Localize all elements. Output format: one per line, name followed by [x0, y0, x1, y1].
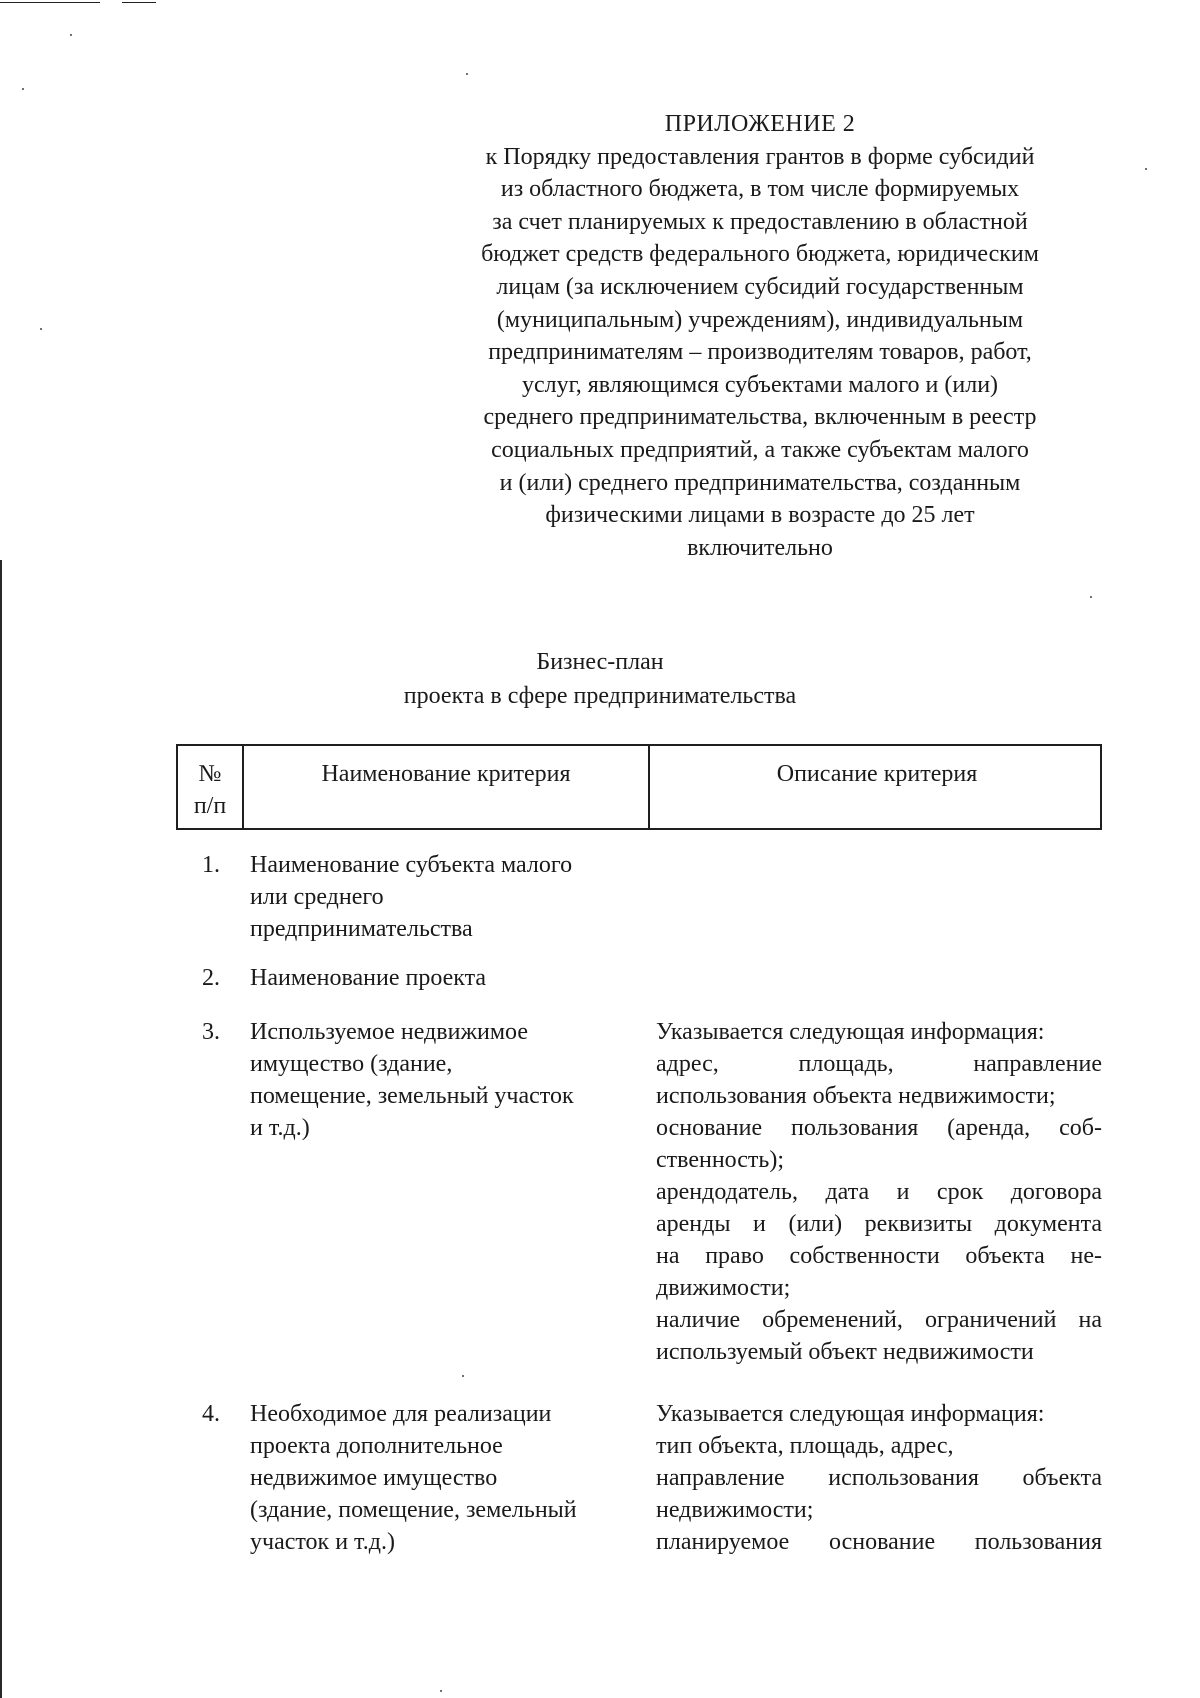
row-criterion-name: [240, 1398, 646, 1558]
appendix-text-line: (муниципальным) учреждениям), индивидуальным: [496, 306, 1024, 333]
row-name-line: Наименование субъекта малого: [250, 852, 573, 878]
row-criterion-description: [646, 962, 1102, 994]
row-name-line: проекта дополнительное: [250, 1433, 503, 1459]
row-desc-line: направление использования объекта: [656, 1465, 1102, 1491]
scan-speck: [22, 88, 24, 90]
row-desc-line: основание пользования (аренда, соб-: [656, 1115, 1102, 1141]
appendix-text-line: из областного бюджета, в том числе формируемых: [500, 176, 1020, 203]
row-name-line: Используемое недвижимое: [250, 1019, 529, 1045]
header-number-cell: [178, 746, 242, 828]
table-row: [176, 849, 1102, 945]
header-criterion-name: Наименование критерия: [242, 746, 648, 828]
row-criterion-name: [240, 1016, 646, 1368]
row-desc-line: недвижимости;: [656, 1497, 814, 1523]
document-title-line2: проекта в сфере предпринимательства: [403, 683, 797, 709]
criteria-table: [176, 744, 1102, 1555]
row-desc-line: планируемое основание пользования: [656, 1529, 1102, 1555]
scan-speck: [1145, 168, 1147, 170]
row-criterion-name: [240, 962, 646, 994]
table-header: [176, 744, 1102, 830]
row-name-line: недвижимое имущество: [250, 1465, 498, 1491]
row-desc-line: адрес, площадь, направление: [656, 1051, 1102, 1077]
appendix-text-line: физическими лицами в возрасте до 25 лет: [545, 502, 975, 529]
appendix-text-line: и (или) среднего предпринимательства, созданным: [499, 469, 1021, 496]
table-row: [176, 1398, 1102, 1558]
scan-speck: [40, 328, 42, 330]
document-title-line1: Бизнес-план: [536, 649, 664, 675]
row-number: 3.: [202, 1019, 220, 1045]
header-criterion-description: Описание критерия: [648, 746, 1104, 828]
scan-speck: [440, 1690, 442, 1692]
row-desc-line: использования объекта недвижимости;: [656, 1083, 1056, 1109]
scan-speck: [70, 34, 72, 36]
row-name-line: предпринимательства: [250, 916, 473, 942]
appendix-text-line: социальных предприятий, а также субъектам малого: [491, 436, 1029, 463]
row-desc-line: арендодатель, дата и срок договора: [656, 1179, 1102, 1205]
row-desc-line: ственность);: [656, 1147, 785, 1173]
row-number: 1.: [202, 852, 220, 878]
row-criterion-description: [646, 1398, 1102, 1558]
row-number: 2.: [202, 965, 220, 991]
table-row: [176, 1016, 1102, 1368]
appendix-text-line: среднего предпринимательства, включенным в реестр: [483, 404, 1037, 431]
appendix-title: ПРИЛОЖЕНИЕ 2: [664, 111, 856, 137]
row-criterion-description: [646, 849, 1102, 945]
table-row: [176, 962, 1102, 994]
row-criterion-name: [240, 849, 646, 945]
appendix-header: [430, 108, 1090, 564]
scan-speck: [462, 1375, 464, 1377]
document-title: [300, 645, 900, 713]
row-name-line: помещение, земельный участок: [250, 1083, 574, 1109]
scan-page-edge: [0, 560, 2, 1698]
appendix-text-line: включительно: [687, 534, 833, 561]
scan-speck: [1090, 596, 1092, 598]
row-desc-line: Указывается следующая информация:: [656, 1401, 1045, 1427]
appendix-text-line: лицам (за исключением субсидий государственным: [496, 273, 1024, 300]
row-desc-line: Указывается следующая информация:: [656, 1019, 1045, 1045]
scan-artifact-line: [0, 2, 100, 3]
row-name-line: или среднего: [250, 884, 384, 910]
row-criterion-description: [646, 1016, 1102, 1368]
row-number: 4.: [202, 1401, 220, 1427]
appendix-text-line: предпринимателям – производителям товаров, работ,: [488, 339, 1032, 366]
row-desc-line: движимости;: [656, 1275, 791, 1301]
row-desc-line: используемый объект недвижимости: [656, 1339, 1034, 1365]
row-name-line: (здание, помещение, земельный: [250, 1497, 577, 1523]
row-name-line: Наименование проекта: [250, 965, 487, 991]
scan-speck: [466, 73, 468, 75]
appendix-text-line: бюджет средств федерального бюджета, юридическим: [481, 241, 1039, 268]
row-name-line: имущество (здание,: [250, 1051, 453, 1077]
appendix-text-line: к Порядку предоставления грантов в форме субсидий: [485, 143, 1035, 170]
row-desc-line: аренды и (или) реквизиты документа: [656, 1211, 1102, 1237]
header-number-abbrev: п/п: [193, 793, 227, 819]
row-name-line: Необходимое для реализации: [250, 1401, 552, 1427]
row-desc-line: наличие обременений, ограничений на: [656, 1307, 1102, 1333]
scan-artifact-line: [122, 2, 156, 3]
row-name-line: участок и т.д.): [250, 1529, 395, 1555]
header-number-symbol: №: [198, 761, 222, 787]
row-name-line: и т.д.): [250, 1115, 310, 1141]
row-desc-line: на право собственности объекта не-: [656, 1243, 1102, 1269]
row-desc-line: тип объекта, площадь, адрес,: [656, 1433, 954, 1459]
appendix-text-line: услуг, являющимся субъектами малого и (или): [521, 371, 999, 398]
appendix-text-line: за счет планируемых к предоставлению в областной: [492, 208, 1028, 235]
